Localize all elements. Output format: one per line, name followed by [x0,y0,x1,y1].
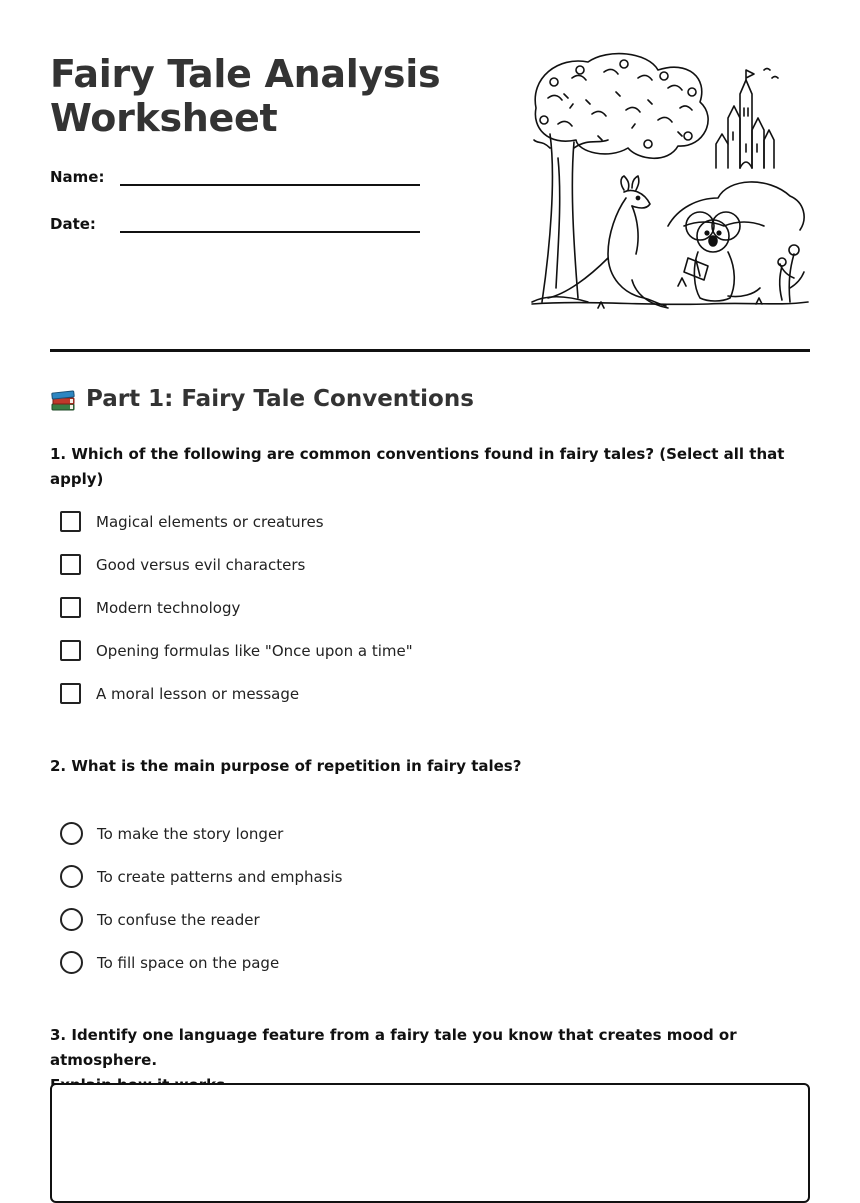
name-input-line[interactable] [120,166,420,186]
section-title-text: Part 1: Fairy Tale Conventions [86,386,474,412]
kangaroo [548,176,668,308]
option-label: Magical elements or creatures [96,512,324,531]
radio-button[interactable] [60,822,83,845]
radio-button[interactable] [60,865,83,888]
q2-option-2[interactable] [60,865,343,888]
radio-button[interactable] [60,908,83,931]
q1-option-2[interactable] [60,554,305,575]
checkbox[interactable] [60,554,81,575]
title-line-1: Fairy Tale Analysis [50,52,441,96]
page-title [50,52,440,140]
tree-canopy [535,54,708,159]
option-label: Modern technology [96,598,241,617]
books-icon [50,386,76,412]
q3-answer-textbox[interactable] [50,1083,810,1203]
checkbox[interactable] [60,511,81,532]
date-input-line[interactable] [120,213,420,233]
option-label: To confuse the reader [97,910,260,929]
option-label: To create patterns and emphasis [97,867,343,886]
question-2: 2. What is the main purpose of repetition in fairy tales? [50,757,522,775]
q1-option-4[interactable] [60,640,413,661]
tree-trunk [532,134,608,302]
q2-option-4[interactable] [60,951,279,974]
q1-option-3[interactable] [60,597,240,618]
question-3-line-1: 3. Identify one language feature from a fairy tale you know that creates mood or atmosphere. [50,1026,737,1069]
radio-button[interactable] [60,951,83,974]
name-field [50,166,420,186]
option-label: To make the story longer [97,824,284,843]
checkbox[interactable] [60,683,81,704]
option-label: To fill space on the page [97,953,280,972]
name-label: Name: [50,168,105,186]
kangaroo-koala-castle-illustration [528,48,810,316]
q2-option-1[interactable] [60,822,283,845]
section-heading-part-1 [50,386,474,412]
flower [778,245,804,302]
option-label: A moral lesson or message [96,684,300,703]
section-divider [50,349,810,352]
option-label: Good versus evil characters [96,555,306,574]
checkbox[interactable] [60,597,81,618]
title-line-2: Worksheet [50,96,278,140]
date-field [50,213,420,233]
q2-option-3[interactable] [60,908,260,931]
option-label: Opening formulas like "Once upon a time" [96,641,413,660]
ground-line [532,302,808,304]
castle [716,69,778,169]
question-1: 1. Which of the following are common conventions found in fairy tales? (Select all that apply) [50,445,785,488]
q1-option-1[interactable] [60,511,324,532]
checkbox[interactable] [60,640,81,661]
q1-option-5[interactable] [60,683,299,704]
date-label: Date: [50,215,96,233]
